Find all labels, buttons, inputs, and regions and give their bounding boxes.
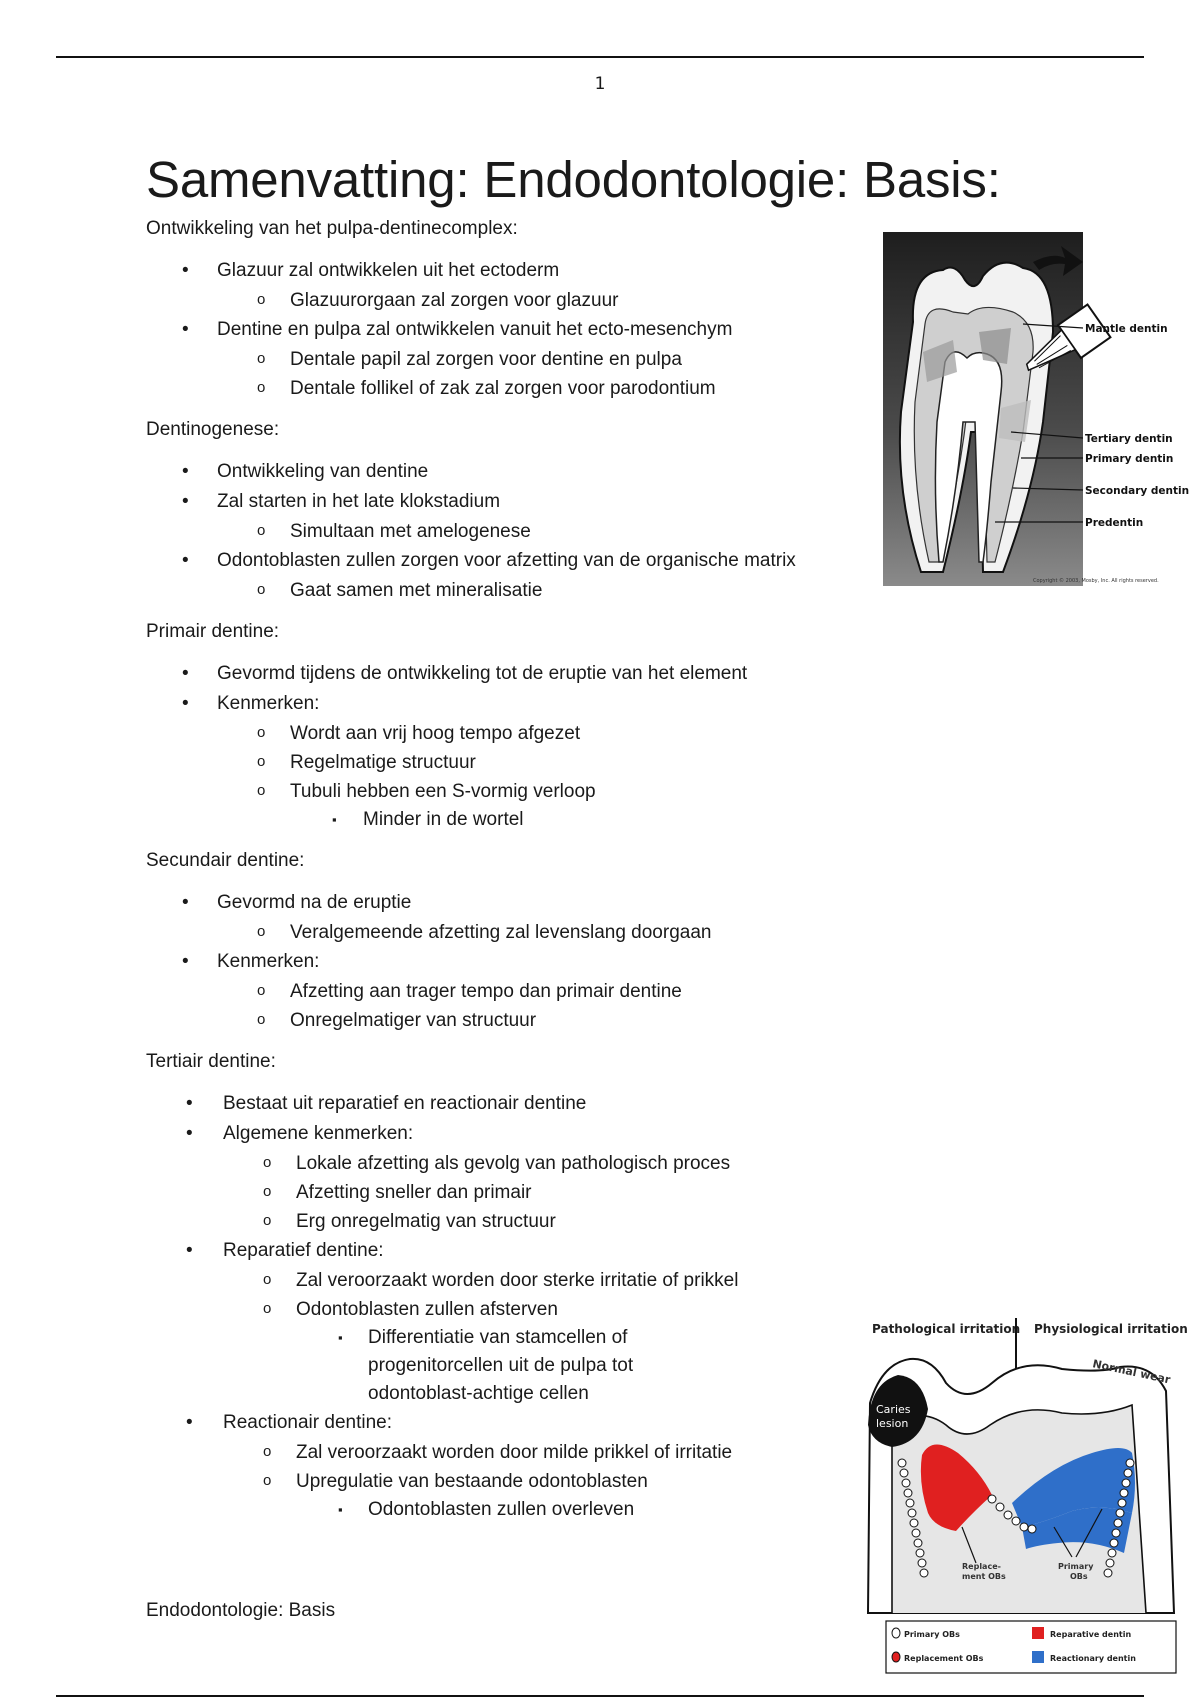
list-item: • Kenmerken:	[146, 689, 866, 719]
bottom-rule	[56, 1695, 1144, 1697]
legend-reactionary-swatch	[1032, 1651, 1044, 1663]
page-footer: Endodontologie: Basis	[146, 1600, 336, 1621]
irritation-figure	[862, 1313, 1192, 1679]
list-item: • Reparatief dentine:	[146, 1236, 866, 1266]
section-heading: Primair dentine:	[146, 621, 280, 642]
legend-reparative-dentin: Reparative dentin	[1050, 1630, 1132, 1639]
page-number: 1	[594, 74, 606, 94]
list-item: • Reactionair dentine:	[146, 1408, 866, 1438]
section-secundair-dentine	[146, 848, 866, 1035]
secondary-dentin-region	[979, 328, 1011, 364]
section-heading: Secundair dentine:	[146, 850, 305, 871]
bullet-list	[146, 1089, 866, 1524]
list-item: o Upregulatie van bestaande odontoblasten	[146, 1467, 866, 1496]
list-item: o Lokale afzetting als gevolg van pathologisch proces	[146, 1149, 866, 1178]
label-replacement-obs-line1: Replace-	[962, 1562, 1001, 1571]
top-rule	[56, 56, 1144, 58]
list-item: • Gevormd tijdens de ontwikkeling tot de eruptie van het element	[146, 659, 866, 689]
list-item: ▪ Odontoblasten zullen overleven	[146, 1496, 866, 1524]
caries-label-line1: Caries	[876, 1403, 911, 1416]
list-item: o Onregelmatiger van structuur	[146, 1006, 866, 1035]
list-item: • Dentine en pulpa zal ontwikkelen vanuit het ecto-mesenchym	[146, 315, 866, 345]
section-heading: Tertiair dentine:	[146, 1051, 276, 1072]
list-item: o Tubuli hebben een S-vormig verloop	[146, 777, 866, 806]
list-item: o Simultaan met amelogenese	[146, 517, 866, 546]
list-item: o Zal veroorzaakt worden door sterke irritatie of prikkel	[146, 1266, 866, 1295]
list-item: • Gevormd na de eruptie	[146, 888, 866, 918]
list-item: • Zal starten in het late klokstadium	[146, 487, 866, 517]
list-item: o Zal veroorzaakt worden door milde prikkel of irritatie	[146, 1438, 866, 1467]
legend-box	[886, 1621, 1176, 1673]
list-item: • Kenmerken:	[146, 947, 866, 977]
bullet-list	[146, 457, 866, 605]
legend-primary-obs-swatch	[892, 1628, 900, 1638]
page-title: Samenvatting: Endodontologie: Basis:	[146, 151, 1001, 208]
list-item: ▪ Differentiatie van stamcellen of progenitorcellen uit de pulpa tot odontoblast-achtige cellen	[146, 1324, 658, 1408]
section-heading: Ontwikkeling van het pulpa-dentinecomplex:	[146, 218, 518, 239]
label-replacement-obs-line2: ment OBs	[962, 1572, 1006, 1581]
list-item: o Dentale papil zal zorgen voor dentine en pulpa	[146, 345, 866, 374]
bullet-list	[146, 888, 866, 1035]
section-pulpa-dentinecomplex	[146, 216, 866, 403]
list-item: o Wordt aan vrij hoog tempo afgezet	[146, 719, 866, 748]
label-primary-dentin: Primary dentin	[1085, 453, 1174, 465]
bullet-list	[146, 659, 866, 834]
header-pathological: Pathological irritation	[872, 1322, 1021, 1336]
label-primary-obs-line2: OBs	[1070, 1572, 1088, 1581]
list-item: o Afzetting sneller dan primair	[146, 1178, 866, 1207]
legend-replacement-obs: Replacement OBs	[904, 1654, 984, 1663]
section-heading: Dentinogenese:	[146, 419, 280, 440]
document-body	[146, 216, 866, 1538]
list-item: • Ontwikkeling van dentine	[146, 457, 866, 487]
header-physiological: Physiological irritation	[1034, 1322, 1188, 1336]
list-item: o Veralgemeende afzetting zal levenslang doorgaan	[146, 918, 866, 947]
list-item: o Odontoblasten zullen afsterven	[146, 1295, 866, 1324]
list-item: • Algemene kenmerken:	[146, 1119, 866, 1149]
section-tertiair-dentine	[146, 1049, 866, 1524]
label-primary-obs-line1: Primary	[1058, 1562, 1094, 1571]
legend-reactionary-dentin: Reactionary dentin	[1050, 1654, 1136, 1663]
legend-primary-obs: Primary OBs	[904, 1630, 960, 1639]
list-item: • Bestaat uit reparatief en reactionair dentine	[146, 1089, 866, 1119]
list-item: • Glazuur zal ontwikkelen uit het ectoderm	[146, 256, 866, 286]
tooth-dentin-figure	[883, 232, 1189, 586]
list-item: • Odontoblasten zullen zorgen voor afzetting van de organische matrix	[146, 546, 866, 576]
list-item: o Erg onregelmatig van structuur	[146, 1207, 866, 1236]
label-normal-wear: Normal wear	[1091, 1357, 1172, 1387]
caries-label-line2: lesion	[876, 1417, 909, 1430]
list-item: o Afzetting aan trager tempo dan primair dentine	[146, 977, 866, 1006]
list-item: o Gaat samen met mineralisatie	[146, 576, 866, 605]
list-item: o Regelmatige structuur	[146, 748, 866, 777]
list-item: o Dentale follikel of zak zal zorgen voor parodontium	[146, 374, 866, 403]
bullet-list	[146, 256, 866, 403]
list-item: o Glazuurorgaan zal zorgen voor glazuur	[146, 286, 866, 315]
label-predentin: Predentin	[1085, 517, 1144, 529]
label-secondary-dentin: Secondary dentin	[1085, 485, 1189, 497]
legend-reparative-swatch	[1032, 1627, 1044, 1639]
section-primair-dentine	[146, 619, 866, 834]
legend-replacement-obs-swatch	[892, 1652, 900, 1662]
list-item: ▪ Minder in de wortel	[146, 806, 866, 834]
label-tertiary-dentin: Tertiary dentin	[1085, 433, 1173, 445]
section-dentinogenese	[146, 417, 866, 605]
label-mantle-dentin: Mantle dentin	[1085, 323, 1168, 335]
figure-copyright: Copyright © 2003, Mosby, Inc. All rights reserved.	[1033, 578, 1159, 584]
